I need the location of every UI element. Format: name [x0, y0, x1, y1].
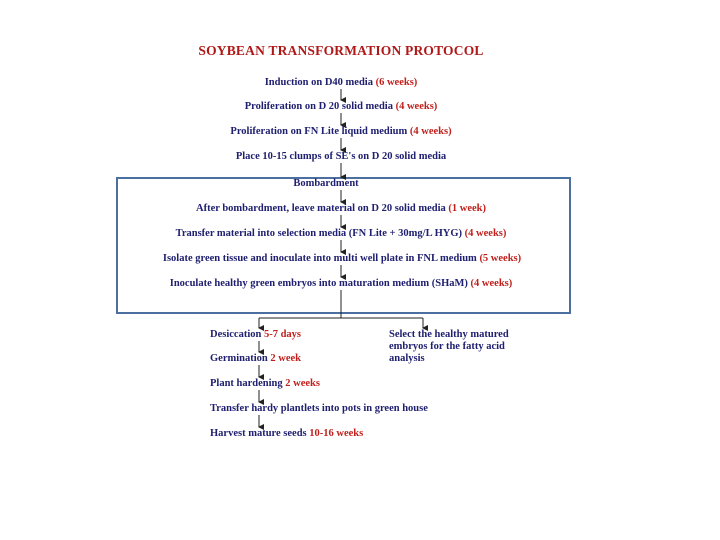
step-duration: 2 weeks: [285, 378, 320, 389]
step-text: After bombardment, leave material on D 20 solid media: [196, 203, 446, 214]
step-text: Isolate green tissue and inoculate into multi well plate in FNL medium: [162, 253, 477, 264]
right-branch-line: analysis: [389, 353, 425, 364]
step-duration: 5-7 days: [263, 329, 302, 340]
right-branch-line: Select the healthy matured: [389, 329, 509, 340]
step-text: Proliferation on FN Lite liquid medium: [230, 126, 408, 137]
step-duration: 10-16 weeks: [309, 428, 364, 439]
step-duration: (5 weeks): [479, 253, 522, 264]
step-text: Place 10-15 clumps of SE's on D 20 solid media: [235, 151, 447, 162]
step-text: Transfer hardy plantlets into pots in green house: [210, 403, 428, 414]
right-branch-line: embryos for the fatty acid: [389, 341, 505, 352]
step-text: Plant hardening: [210, 378, 283, 389]
step-text: Induction on D40 media: [264, 77, 373, 88]
step-duration: (4 weeks): [464, 228, 507, 239]
step-text: Bombardment: [293, 178, 359, 189]
step-text: Harvest mature seeds: [210, 428, 307, 439]
step-duration: (4 weeks): [470, 278, 513, 289]
diagram-title: SOYBEAN TRANSFORMATION PROTOCOL: [198, 43, 484, 58]
step-text: Transfer material into selection media (FN Lite + 30mg/L HYG): [175, 228, 463, 239]
step-text: Proliferation on D 20 solid media: [244, 101, 393, 112]
step-text: Desiccation: [210, 329, 262, 340]
step-duration: (6 weeks): [375, 77, 418, 88]
step-text: Germination: [210, 353, 268, 364]
step-duration: (4 weeks): [409, 126, 452, 137]
step-duration: 2 week: [270, 353, 301, 364]
step-duration: (1 week): [448, 203, 486, 214]
step-text: Inoculate healthy green embryos into maturation medium (SHaM): [169, 278, 468, 289]
step-duration: (4 weeks): [395, 101, 438, 112]
